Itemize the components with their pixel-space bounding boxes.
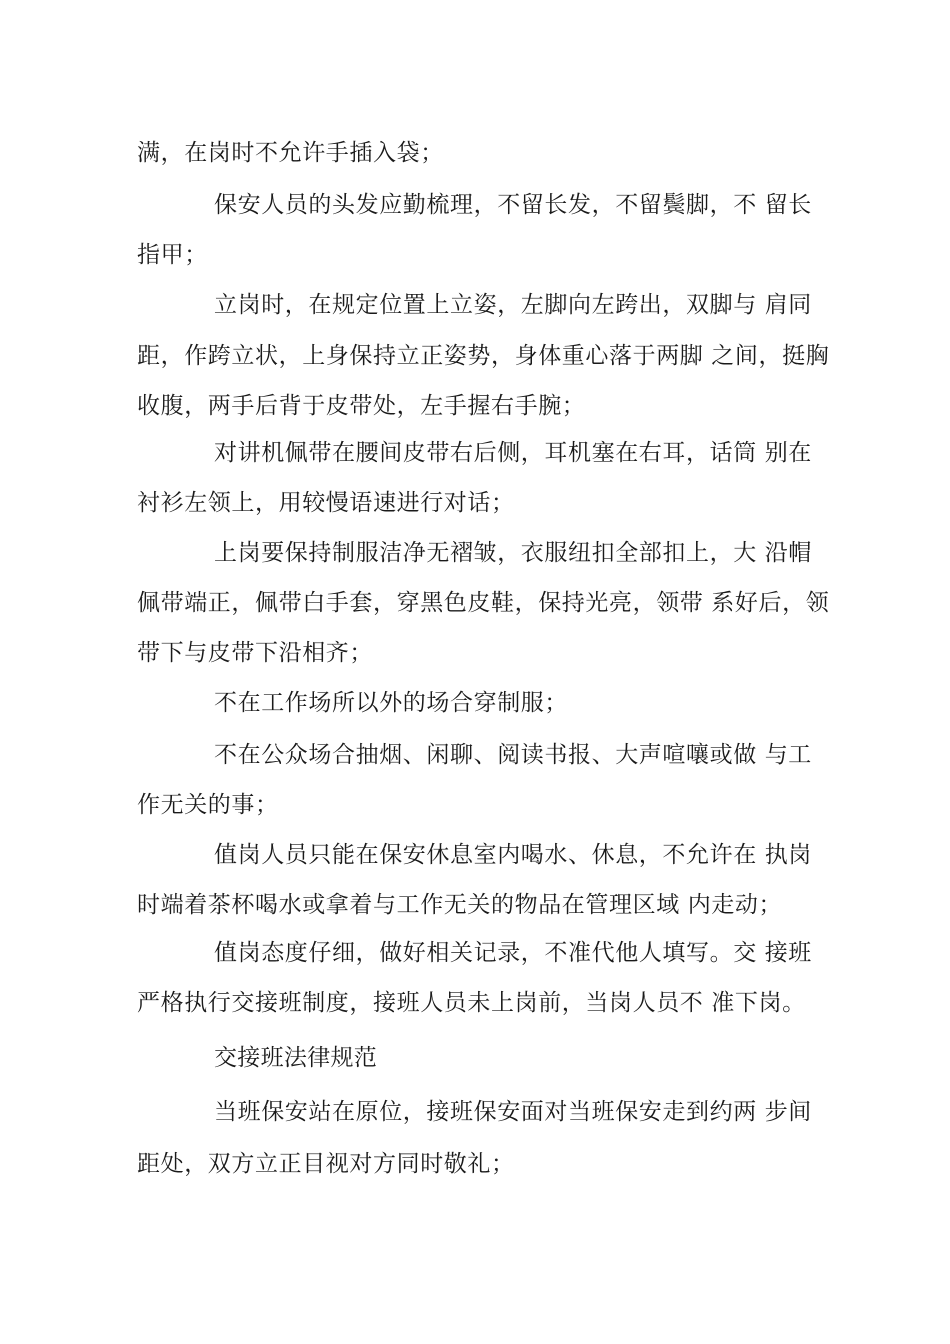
text-line: 时端着茶杯喝水或拿着与工作无关的物品在管理区域 内走动； [137, 892, 783, 918]
text-line: 距处，双方立正目视对方同时敬礼； [137, 1151, 515, 1177]
text-line: 作无关的事； [137, 792, 279, 818]
text-line: 严格执行交接班制度，接班人员未上岗前，当岗人员不 准下岗。 [137, 990, 806, 1016]
text-line: 值岗人员只能在保安休息室内喝水、休息，不允许在 执岗 [214, 842, 812, 868]
text-line: 满，在岗时不允许手插入袋； [137, 140, 444, 166]
text-line: 立岗时，在规定位置上立姿，左脚向左跨出，双脚与 肩同 [214, 292, 812, 318]
text-line: 不在工作场所以外的场合穿制服； [214, 690, 568, 716]
text-line: 佩带端正，佩带白手套，穿黑色皮鞋，保持光亮，领带 系好后，领 [137, 590, 830, 616]
text-line: 对讲机佩带在腰间皮带右后侧，耳机塞在右耳，话筒 别在 [214, 440, 812, 466]
text-line: 不在公众场合抽烟、闲聊、阅读书报、大声喧嚷或做 与工 [214, 742, 812, 768]
text-line: 上岗要保持制服洁净无褶皱，衣服纽扣全部扣上，大 沿帽 [214, 540, 812, 566]
text-line: 距，作跨立状，上身保持立正姿势，身体重心落于两脚 之间，挺胸 [137, 343, 830, 369]
section-heading: 交接班法律规范 [214, 1045, 378, 1071]
text-line: 指甲； [137, 242, 208, 268]
text-line: 值岗态度仔细，做好相关记录，不准代他人填写。交 接班 [214, 940, 812, 966]
text-line: 衬衫左领上，用较慢语速进行对话； [137, 490, 515, 516]
text-line: 带下与皮带下沿相齐； [137, 640, 373, 666]
text-line: 保安人员的头发应勤梳理，不留长发，不留鬓脚，不 留长 [214, 192, 812, 218]
text-line: 当班保安站在原位，接班保安面对当班保安走到约两 步间 [214, 1099, 812, 1125]
text-line: 收腹，两手后背于皮带处，左手握右手腕； [137, 393, 586, 419]
